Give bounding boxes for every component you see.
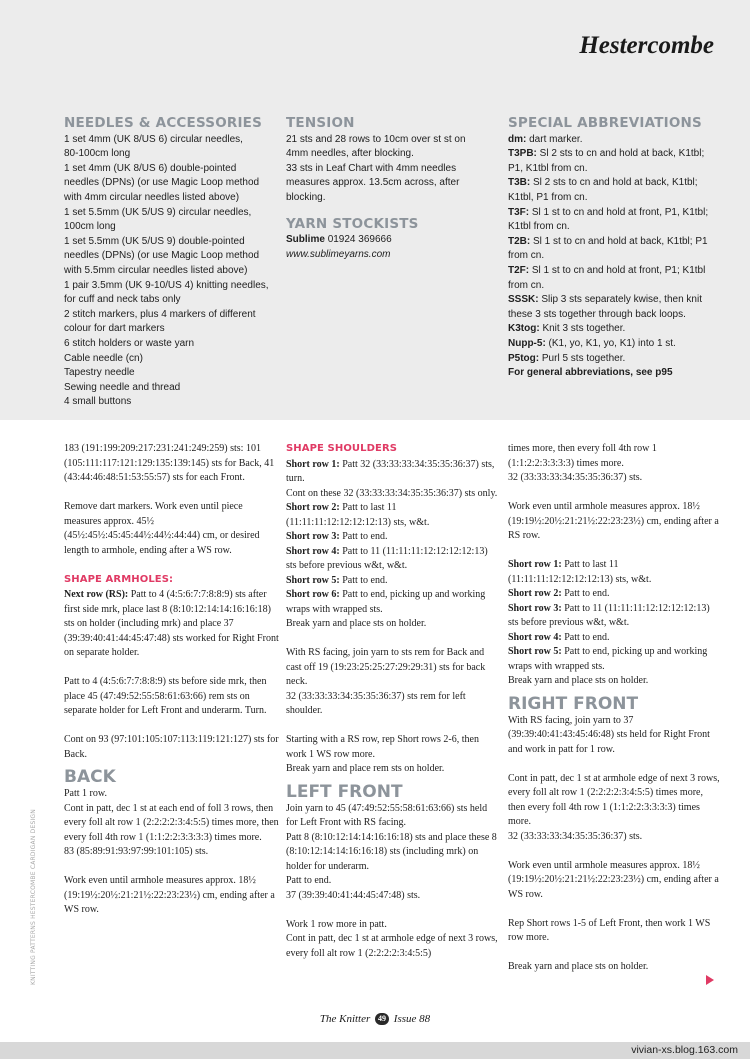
abbreviation-item [508, 206, 716, 235]
list-item: 1 set 5.5mm (UK 5/US 9) circular needles, [64, 206, 252, 218]
paragraph: Join yarn to 45 (47:49:52:55:58:61:63:66) sts held for Left Front with RS facing. [286, 802, 488, 828]
list-item: 80-100cm long [64, 148, 131, 160]
list-item: 100cm long [64, 221, 116, 233]
abbreviation-definition: dart marker. [526, 133, 583, 145]
abbreviation-definition: Sl 1 st to cn and hold at back, K1tbl; P1 from cn. [508, 235, 708, 262]
paragraph: Break yarn and place sts on holder. [508, 675, 649, 686]
list-item: Cable needle (cn) [64, 352, 143, 364]
paragraph: Cont in patt, dec 1 st at armhole edge of next 3 rows, every foll alt row 1 (2:2:2:2:3:4:5:5) times more, then every foll 4th row 1 (1:1:2:2:3:3:3:3) times more. [508, 772, 720, 827]
paragraph: Break yarn and place sts on holder. [286, 618, 427, 629]
abbreviation-item [508, 147, 716, 176]
abbreviation-item [508, 337, 716, 352]
list-item: 1 pair 3.5mm (UK 9-10/US 4) knitting needles, [64, 279, 269, 291]
page-footer [0, 1013, 750, 1025]
paragraph [508, 587, 722, 602]
row-label: Next row (RS): [64, 589, 129, 600]
row-text: Patt to end. [342, 574, 388, 586]
paragraph [286, 588, 498, 617]
issue-number: Issue 88 [393, 1013, 431, 1025]
abbreviation-definition: Sl 1 st to cn and hold at front, P1, K1tbl; K1tbl from cn. [508, 206, 709, 233]
paragraph: times more, then every foll 4th row 1 (1:1:2:2:3:3:3:3) times more. [508, 443, 657, 469]
needles-section [64, 116, 274, 410]
row-text: Patt to 11 (11:11:11:12:12:12:12:13) sts before previous w&t, w&t. [286, 545, 488, 571]
abbreviation-item [508, 322, 716, 337]
list-item: colour for dart markers [64, 323, 165, 335]
right-front-heading: RIGHT FRONT [508, 693, 639, 714]
abbreviation-term: Nupp-5: [508, 337, 546, 349]
paragraph: Starting with a RS row, rep Short rows 2-6, then work 1 WS row more. [286, 734, 479, 760]
abbreviation-item [508, 133, 716, 148]
row-text: Patt to end. [342, 531, 388, 542]
row-text: Patt 32 (33:33:33:34:35:35:36:37) sts, turn. [286, 458, 495, 484]
paragraph: Remove dart markers. Work even until piece measures approx. 45½ (45½:45½:45:45:44½:44½:44:44) cm, or desired length to armhole, ending after a WS row. [64, 501, 260, 556]
list-item: 2 stitch markers, plus 4 markers of different [64, 308, 256, 320]
row-label: Short row 2: [286, 502, 340, 513]
paragraph: Work even until armhole measures approx. 18½ (19:19½:20½:21:21½:22:23:23½) cm, ending after a WS row. [508, 859, 719, 900]
row-label: Short row 3: [286, 531, 340, 542]
list-item: 6 stitch holders or waste yarn [64, 337, 195, 349]
left-front-heading: LEFT FRONT [286, 781, 403, 802]
abbreviation-definition: Sl 2 sts to cn and hold at back, K1tbl; K1tbl, P1 from cn. [508, 177, 698, 203]
row-text: Patt to end. [564, 588, 610, 599]
list-item: 21 sts and 28 rows to 10cm over st st on [286, 133, 466, 145]
info-panel [0, 0, 750, 420]
row-label: Short row 1: [286, 458, 340, 470]
paragraph [286, 458, 498, 487]
paragraph: Break yarn and place rem sts on holder. [286, 763, 445, 774]
paragraph: Cont on 93 (97:101:105:107:113:119:121:127) sts for Back. [64, 734, 279, 760]
abbreviation-definition: Slip 3 sts separately kwise, then knit these 3 sts together through back loops. [508, 294, 702, 320]
stockist-phone: 01924 369666 [327, 234, 392, 246]
abbreviation-definition: Purl 5 sts together. [539, 352, 626, 364]
back-heading: BACK [64, 767, 116, 787]
magazine-name: The Knitter [319, 1013, 371, 1025]
abbreviation-term: T2F: [508, 264, 530, 276]
abbreviations-list [508, 133, 716, 367]
list-item: 4mm needles, after blocking. [286, 148, 414, 160]
paragraph: Cont in patt, dec 1 st at each end of foll 3 rows, then every foll alt row 1 (2:2:2:2:3:4:5:5) times more, then every foll 4th row 1 (1:1:2:2:3:3:3:3) times more. [64, 802, 279, 843]
watermark: vivian-xs.blog.163.com [631, 1044, 738, 1056]
stockists-heading: YARN STOCKISTS [286, 215, 419, 232]
pattern-column-2 [286, 442, 498, 961]
abbreviation-definition: Sl 1 st to cn and hold at front, P1; K1tbl from cn. [508, 264, 706, 291]
paragraph [286, 501, 498, 530]
list-item: measures approx. 13.5cm across, after [286, 177, 460, 189]
row-label: Short row 4: [286, 545, 340, 557]
abbreviation-term: dm: [508, 133, 527, 145]
page-title: Hestercombe [579, 32, 714, 59]
abbreviations-heading: SPECIAL ABBREVIATIONS [508, 115, 702, 131]
paragraph: Patt 8 (8:10:12:14:14:16:16:18) sts and place these 8 (8:10:12:14:14:16:16:18) sts (including mrk) on holder for underarm. [286, 831, 497, 872]
list-item: Tapestry needle [64, 367, 135, 379]
pattern-column-3 [508, 442, 722, 989]
row-label: Short row 4: [508, 631, 562, 643]
abbreviation-definition: Sl 2 sts to cn and hold at back, K1tbl; P1, K1tbl from cn. [508, 148, 705, 174]
stockist-name: Sublime [286, 234, 325, 246]
tension-list [286, 133, 490, 206]
row-text: Patt to 11 (11:11:11:12:12:12:12:13) sts before previous w&t, w&t. [508, 602, 710, 628]
paragraph: 32 (33:33:33:34:35:35:36:37) sts. [508, 472, 643, 483]
paragraph: 83 (85:89:91:93:97:99:101:105) sts. [64, 846, 209, 857]
watermark-bar [0, 1042, 750, 1059]
abbreviation-item [508, 264, 716, 293]
paragraph: Patt 1 row. [64, 788, 107, 799]
tension-section [286, 116, 490, 262]
paragraph: With RS facing, join yarn to 37 (39:39:40:41:43:45:46:48) sts held for Right Front and work in patt for 1 row. [508, 714, 710, 755]
abbreviation-item [508, 293, 716, 322]
paragraph: Cont in patt, dec 1 st at armhole edge of next 3 rows, every foll alt row 1 (2:2:2:2:3:4:5:5) [286, 933, 498, 959]
paragraph [286, 530, 498, 545]
list-item: 33 sts in Leaf Chart with 4mm needles [286, 162, 457, 174]
row-text: Patt to last 11 (11:11:11:12:12:12:12:13) sts, w&t. [508, 559, 652, 585]
abbreviation-item [508, 352, 716, 367]
paragraph: 32 (33:33:33:34:35:35:36:37) sts. [508, 830, 643, 842]
row-label: Short row 6: [286, 589, 340, 600]
side-credit: KNITTING PATTERNS HESTERCOMBE CARDIGAN DESIGN [30, 809, 37, 985]
paragraph: 183 (191:199:209:217:231:241:249:259) sts: 101 (105:111:117:121:129:135:139:145) sts for Back, 41 (43:44:46:48:51:53:55:57) sts for each Front. [64, 443, 275, 483]
paragraph [508, 631, 722, 646]
list-item: for cuff and neck tabs only [64, 294, 181, 306]
abbreviation-term: T3B: [508, 177, 531, 189]
paragraph [286, 574, 498, 589]
list-item: 1 set 4mm (UK 8/US 6) double-pointed [64, 162, 237, 174]
paragraph: 32 (33:33:33:34:35:35:36:37) sts rem for left shoulder. [286, 690, 466, 716]
list-item: needles (DPNs) (or use Magic Loop method [64, 250, 260, 262]
paragraph [508, 602, 722, 631]
row-text: Patt to last 11 (11:11:11:12:12:12:12:13) sts, w&t. [286, 502, 430, 528]
paragraph: With RS facing, join yarn to sts rem for Back and cast off 19 (19:23:25:25:27:29:29:31) sts for back neck. [286, 647, 486, 687]
stockist-url[interactable]: www.sublimeyarns.com [286, 248, 391, 260]
abbreviation-term: T3PB: [508, 148, 537, 160]
pattern-column-1 [64, 442, 280, 932]
list-item: needles (DPNs) (or use Magic Loop method [64, 177, 260, 189]
paragraph: Work 1 row more in patt. [286, 918, 387, 930]
shape-armholes-heading: SHAPE ARMHOLES: [64, 573, 174, 585]
continue-arrow-icon [706, 975, 714, 985]
paragraph: Break yarn and place sts on holder. [508, 961, 649, 972]
paragraph [286, 545, 498, 574]
abbreviation-item [508, 235, 716, 264]
abbreviation-item [508, 176, 716, 205]
needles-heading: NEEDLES & ACCESSORIES [64, 115, 263, 131]
paragraph: Work even until armhole measures approx. 18½ (19:19½:20½:21:21½:22:23:23½) cm, ending after a RS row. [508, 501, 719, 541]
row-label: Short row 5: [286, 574, 340, 586]
abbreviation-term: P5tog: [508, 352, 540, 364]
needles-list [64, 133, 274, 410]
abbreviation-term: T2B: [508, 235, 531, 247]
row-label: Short row 2: [508, 588, 562, 599]
row-text: Patt to end, picking up and working wraps with wrapped sts. [508, 646, 708, 672]
row-text: Patt to end, picking up and working wraps with wrapped sts. [286, 589, 486, 615]
abbreviation-definition: Knit 3 sts together. [539, 323, 626, 335]
list-item: Sewing needle and thread [64, 381, 181, 393]
paragraph [508, 645, 722, 674]
paragraph: Patt to 4 (4:5:6:7:7:8:8:9) sts before side mrk, then place 45 (47:49:52:55:58:61:63:66) rem sts on separate holder for Left Front and underarm. Turn. [64, 676, 267, 716]
paragraph [64, 588, 280, 661]
abbreviation-definition: (K1, yo, K1, yo, K1) into 1 st. [545, 337, 676, 349]
row-label: Short row 5: [508, 646, 562, 657]
row-label: Short row 3: [508, 602, 562, 614]
paragraph: 37 (39:39:40:41:44:45:47:48) sts. [286, 889, 421, 901]
page-number: 49 [375, 1013, 389, 1025]
paragraph: Patt to end. [286, 875, 332, 886]
list-item: with 4mm circular needles listed above) [64, 191, 240, 203]
abbreviation-term: SSSK: [508, 294, 539, 306]
tension-heading: TENSION [286, 115, 355, 131]
paragraph: Rep Short rows 1-5 of Left Front, then work 1 WS row more. [508, 917, 711, 943]
list-item: with 5.5mm circular needles listed above) [64, 264, 248, 276]
abbreviation-term: K3tog: [508, 323, 540, 335]
abbreviation-term: T3F: [508, 206, 530, 218]
row-text: Patt to 4 (4:5:6:7:7:8:8:9) sts after first side mrk, place last 8 (8:10:12:14:14:16:16:18) sts on holder (including mrk) and place 37 (39:39:40:41:44:45:47:48) sts worked for Right Front on separate holder. [64, 589, 279, 658]
paragraph: Work even until armhole measures approx. 18½ (19:19½:20½:21:21½:22:23:23½) cm, ending after a WS row. [64, 875, 275, 915]
row-label: Short row 1: [508, 559, 562, 570]
abbreviations-section [508, 116, 716, 381]
row-text: Patt to end. [564, 631, 610, 643]
shape-shoulders-heading: SHAPE SHOULDERS [286, 443, 398, 454]
paragraph [508, 558, 722, 587]
stockist-line [286, 233, 490, 248]
list-item: 4 small buttons [64, 396, 132, 408]
paragraph: Cont on these 32 (33:33:33:34:35:35:36:37) sts only. [286, 487, 498, 499]
abbreviations-footnote: For general abbreviations, see p95 [508, 367, 673, 379]
list-item: 1 set 5.5mm (UK 5/US 9) double-pointed [64, 235, 245, 247]
list-item: 1 set 4mm (UK 8/US 6) circular needles, [64, 133, 243, 145]
list-item: blocking. [286, 191, 326, 203]
